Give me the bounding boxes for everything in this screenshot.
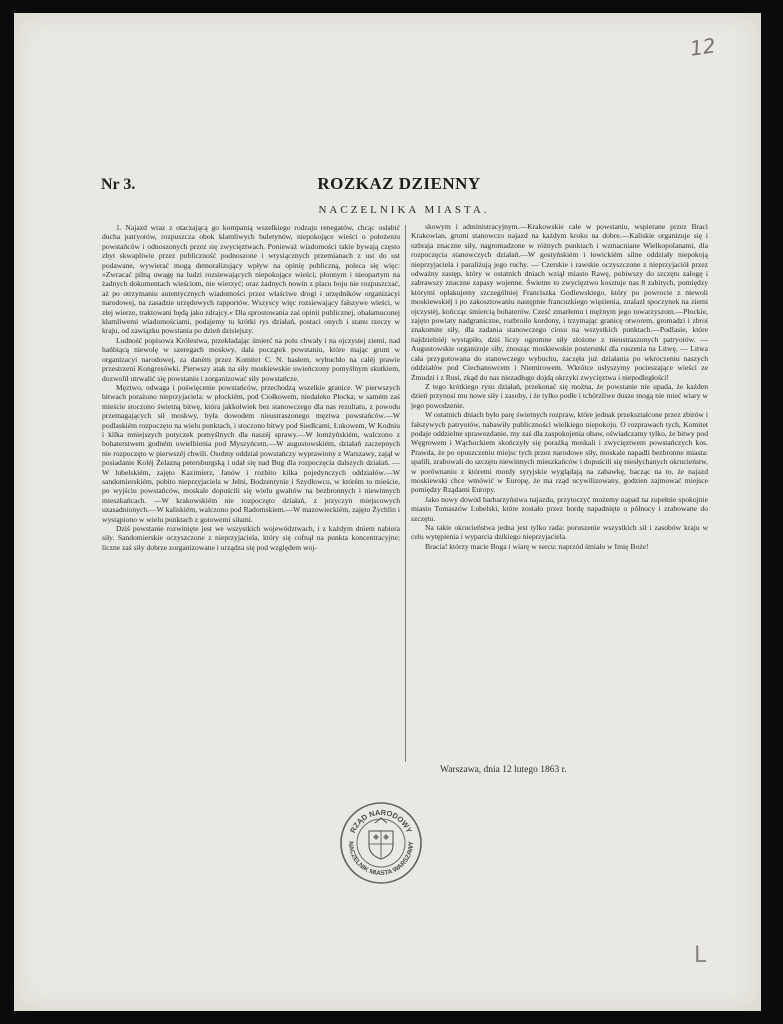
paragraph: Bracia! którzy macie Boga i wiarę w sercu: naprzód śmiało w Imię Boże!: [425, 541, 649, 551]
pencil-mark: L: [694, 943, 707, 968]
svg-text:RZĄD NARODOWY: [348, 808, 414, 834]
right-column: [411, 222, 708, 551]
stamp-top-text: RZĄD NARODOWY: [348, 807, 414, 835]
paragraph: Jako nowy dowód barbarzyństwa najazdu, przytoczyć możemy napad na zupełnie spokojnie miasto Tomaszów Lubelski, które zostało przez hordę napadnięte o północy i zrabowane do szczętu.: [411, 494, 708, 523]
stamp-seal-icon: [339, 801, 423, 885]
paragraph: Z tego krótkiego rysu działań, przekonać się można, że powstanie nie upada, że każden dzień przynosi mu nowe siły i zasoby, i że tylko podłe i tchórzliwe dusze mogą nie mieć wiary w jego powodzenie.: [411, 381, 708, 410]
document-title: ROZKAZ DZIENNY: [317, 174, 481, 193]
paragraph: 1. Najazd wraz z otaczającą go kompanią wszelkiego rodzaju renegatów, chcąc osłabić ducha patryotów, rozpuszcza obok kłamliwych buletynów, niepokojące wieści o położeniu powstańców i odnoszonych przez się zwycięztwach. Ponieważ wiadomości takie bywają często zbyt skwapliwie przez publiczność podnoszone i wtysiącznych przemianach z ust do ust podawane, wywierać mogą demoralizujący wpływ na opinię publiczną, poleca się więc: »Zwracać pilną uwagę na ludzi rozsiewających niepokojące wieści; płonnym i nieopartym na żadnych dokumentach wieściom, nie wierzyć; oraz żadnych nowin z placu boju nie rozpuszczać, aż po otrzymaniu autentycznych wiadomości przez właściwe drogi i urzędników organizacyi narodowej, na zasadzie urzędowych rapportów. Wszyscy więc rozsiewający fałszywe wieści, w złej wierze, traktowani będą jako zdrajcy.« Dla sprostowania zaś opinii publicznej, obałamuconej kłamliwemi wiadomościami, podajemy tu krótki rys działań, postaci onych i stanu rzeczy w kraju, od zawiązku powstania po dzień dzisiejszy.: [102, 223, 400, 336]
paragraph: Męztwo, odwaga i poświęcenie powstańców, przechodzą wszelkie granice. W pierwszych bitwach porażono nieprzyjaciela: w płockiém, pod Ciołkowem, niedaleko Płocka; w samém zaś mieście stoczono świetną bitwę, która jakkolwiek bez stanowczego dla nas rezultatu, z powodu przemagających sił moskwy, była dowodem nieustraszonego męztwa powstańców.—W podlaskiém rozpoczęto na wielu punktach, i stoczono bitwy pod Siedlcami, Łukowem, W Kodniu i kilka mniejszych potyczek pomyślnych dla naszéj sprawy.—W łomżyńskiém, walczono z bohaterstwem godném uwielbienia pod Myszyńcem.—W augustowskiém, działań zaczepnych nie rozpoczęto w pierwszéj chwili. Osobny oddział powstańczy wyprawiony z Warszawy, zajął w posiadanie Koléj Żelazną petersburgską i udał się nad Bug dla rozpoczęcia dalszych działań. — W lubelskiém, zajęto Kazimierz, Janów i rozbito kilka pojedynczych oddziałów.—W sandomierskiém, pobito nieprzyjaciela w Jelni, Bodzentynie i Szydłowcu, w którém to mieście, po wyjściu powstańców, moskale dopuścili się wielu gwałtów na bezbronnych i niewinnych mieszkańcach. —W krakowskiém nie rozpoczęto działań, z przyczyn miejscowych uzasadnionych.—W kaliskiém, walczono pod Radomskiem.—W mazowieckiém, zajęto Żychlin i wystąpiono w wielu punktach z gotowemi siłami.: [102, 382, 400, 524]
pencil-archive-note: 12: [688, 33, 717, 61]
stamp-bottom-text: NACZELNIK MIASTA WARSZAWY: [346, 841, 416, 878]
date-signoff: Warszawa, dnia 12 lutego 1863 r.: [440, 765, 567, 775]
national-government-stamp: [339, 801, 423, 885]
paragraph: Dziś powstanie rozwinięte jest we wszystkich województwach, i z każdym dniem nabiera siły. Sandomierskie oczyszczone z nieprzyjaciela, który się cofnął na punkta koncentracyjne; liczne zaś siły dobrze zorganizowane i urządza się pod względem woj-: [102, 524, 400, 552]
paragraph: skowym i administracyjnym.—Krakowskie całe w powstaniu, wspierane przez Braci Krakowian, gromi stanowczo najazd na każdym kroku na dobre.—Kaliskie organizuje się i uzbraja znaczne siły, nagromadzone w różnych punktach i wzmacniane Wielkopolanami, dla rozpoczęcia stanowczych działań.—W gostyńskiém i łowickiém silne oddziały niepokoją nieprzyjaciela i paraliżują jego ruchy. — Czerskie i rawskie oczyszczone z nieprzyjaciół przez odważny zastęp, który w ostatnich dniach wziął miasto Rawę, pobiwszy do szczętu załogę i zabrawszy znaczne zapasy wojenne. Świetne to zwycięztwo kosztuje nas 8 zabitych, pomiędzy którymi opłakujemy szczególniej Franciszka Godlewskiego, który po powrocie z niewoli moskiewskiéj i po zakosztowaniu następnie francuzkiego więzienia, znalazł spoczynek na ziemi ojczystéj, kończąc śmiercią bohaterów. Cześć zmarłemu i mężnym jego towarzyszom.—Płockie, zajęto powiaty nadgraniczne, rozbroiło kordony, i trzymając granicę otworem, gromadzi i zbroi znakomite siły, dla zadania stanowczego ciosu na wszystkich punktach.—Podlasie, które najdzielniéj wystąpiło, dziś liczy ogromne siły złożone z nieustraszonych patryotów. — Augustowskie organizuje siły, znosząc moskiewskie posterunki dla ruszenia na Litwę. — Litwa cała przygotowana do stanowczego wybuchu, zaczęła już działania po wkroczeniu naszych oddziałów pod Ciechanowcem i Niemirowem. Wkrótce usłyszymy pocieszające wieści ze Żmudzi i z Rusi, zkąd do nas niezadługo dojdą okrzyki zwycięztwa i niepodległości!: [411, 222, 708, 382]
paragraph: Ludność popisowa Królestwa, przekładając śmierć na polu chwały i na ojczystej ziemi, nad hańbiącą niewolę w szeregach moskwy, dała początek powstaniu, które mając grunt w organizacyi narodowej, za daném przez Komitet C. N. hasłem, wybuchło na całéj prawie przestrzeni Kongresówki. Pierwszy atak na siły moskiewskie uwieńczony pomyślnym skutkiem, dozwolił utrwalić się powstaniu i zorganizować siły powstańcze.: [102, 335, 400, 383]
order-number: Nr 3.: [101, 176, 136, 193]
paragraph: W ostatnich dniach było parę świetnych rozpraw, które jednak przekształcone przez zbirów i fałszywych patryotów, nabawiły publiczności wielkiego niepokoju. O rozprawach tych, Komitet podaje oddzielne sprawozdanie, my zaś dla zaspokojenia obaw, oświadczamy tylko, że bitwy pod Węgrowem i Wąchockiem skończyły się porażką moskali i zwycięztwem powstańczych kos. Prawda, że po opuszczeniu miejsc tych przez narodowe siły, moskale napadli bezbronne miasta: spalili, zrabowali do szczętu niewinnych mieszkańców i dopuścili się niesłychanych okrucieństw, w porównaniu z któremi mordy syryjskie wyglądają na zabawkę, bacząc na to, że najazd moskiewski chce wmówić w Europę, że ma rząd ucywilizowany, godzien zajmować miejsce pomiędzy Rządami Europy.: [411, 410, 708, 495]
document-subtitle: NACZELNIKA MIASTA.: [318, 204, 490, 216]
column-divider: [405, 225, 406, 762]
left-column: [102, 223, 400, 552]
document-page: [14, 13, 761, 1011]
paragraph: Na takie okrucieństwa jedna jest tylko rada: poruszenie wszystkich sił i zasobów kraju w celu wytępienia i wyparcia dzikiego nieprzyjaciela.: [411, 523, 708, 542]
